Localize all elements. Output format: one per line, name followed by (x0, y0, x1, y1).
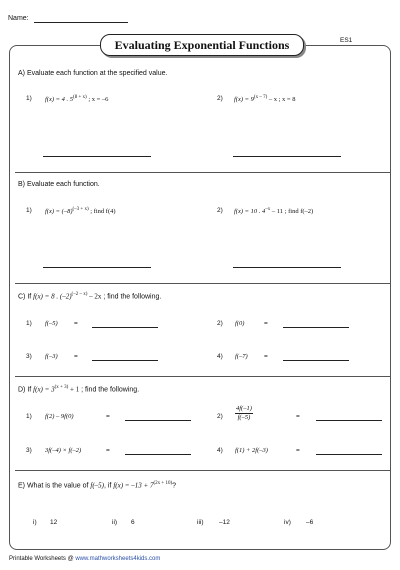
problem-c4-number: 4) (217, 353, 223, 360)
answer-line-d1[interactable] (125, 420, 191, 421)
problem-d1-number: 1) (26, 413, 32, 420)
option-value[interactable]: 12 (50, 519, 58, 526)
problem-c2: f(0) (235, 320, 245, 327)
footer-link[interactable]: www.mathworksheets4kids.com (75, 556, 161, 562)
answer-line-d4[interactable] (316, 454, 382, 455)
option-value[interactable]: 6 (131, 519, 135, 526)
option-label: iii) (197, 519, 204, 526)
equals-sign: = (106, 413, 110, 420)
worksheet-code: ES1 (340, 37, 353, 44)
problem-c2-number: 2) (217, 320, 223, 327)
equals-sign: = (296, 413, 300, 420)
fraction-denominator: f(–5) (237, 414, 251, 421)
answer-line-c4[interactable] (283, 360, 349, 361)
section-e-heading: E) What is the value of f(–5), if $f(x) = -13 + 7^{(2x + 10)}$? (18, 481, 177, 490)
section-d-heading: D) If $f(x) = 3^{(x + 3)} + 1$ ; find the following. (18, 385, 140, 394)
problem-b2: f(x) = 10 . $4^{-x} - 11$ ; find f(–2) (234, 207, 314, 216)
name-field[interactable] (34, 22, 128, 23)
section-divider (15, 470, 390, 471)
option-label: iv) (284, 519, 291, 526)
equals-sign: = (106, 447, 110, 454)
answer-line-a1[interactable] (43, 156, 151, 157)
answer-line-d3[interactable] (125, 454, 191, 455)
problem-c1: f(–5) (45, 320, 58, 327)
equals-sign: = (74, 320, 78, 327)
option-label: i) (33, 519, 37, 526)
answer-line-b2[interactable] (233, 267, 341, 268)
section-a-heading: A) Evaluate each function at the specified value. (18, 70, 168, 77)
problem-c3: f(–3) (45, 353, 58, 360)
worksheet-title: Evaluating Exponential Functions (100, 34, 304, 56)
answer-line-c1[interactable] (92, 327, 158, 328)
problem-d2 (235, 405, 253, 422)
name-label: Name: (8, 15, 29, 22)
answer-line-c3[interactable] (92, 360, 158, 361)
answer-line-b1[interactable] (43, 267, 151, 268)
section-divider (15, 283, 390, 284)
answer-line-c2[interactable] (283, 327, 349, 328)
problem-b2-number: 2) (217, 207, 223, 214)
answer-line-a2[interactable] (233, 156, 341, 157)
fraction-numerator: 4f(–1) (236, 405, 252, 412)
problem-d1: f(2) – 9f(0) (45, 413, 74, 420)
problem-b1-number: 1) (26, 207, 32, 214)
equals-sign: = (74, 353, 78, 360)
answer-line-d2[interactable] (316, 420, 382, 421)
option-label: ii) (112, 519, 118, 526)
problem-c3-number: 3) (26, 353, 32, 360)
section-c-heading: C) If f(x) = 8 . $(-2)^{(-2 - x)} - 2x$ ; find the following. (18, 292, 162, 301)
equals-sign: = (296, 447, 300, 454)
equals-sign: = (264, 353, 268, 360)
problem-a1-number: 1) (26, 95, 32, 102)
problem-a2: $f(x) = 9^{(x - 7)} - x$ ; x = 8 (234, 95, 296, 104)
problem-d4: f(1) + 2f(–3) (235, 447, 268, 454)
problem-d3-number: 3) (26, 447, 32, 454)
problem-d3: 3f(–4) × f(–2) (45, 447, 82, 454)
section-b-heading: B) Evaluate each function. (18, 181, 100, 188)
section-divider (15, 376, 390, 377)
equals-sign: = (264, 320, 268, 327)
problem-c1-number: 1) (26, 320, 32, 327)
option-value[interactable]: –12 (219, 519, 230, 526)
footer (9, 556, 160, 562)
option-value[interactable]: –6 (306, 519, 314, 526)
problem-a2-number: 2) (217, 95, 223, 102)
problem-d4-number: 4) (217, 447, 223, 454)
problem-b1: $f(x) = (-8)^{(-3 + x)}$ ; find f(4) (45, 207, 116, 216)
section-divider (15, 172, 390, 173)
problem-a1: f(x) = 4 . $5^{(8 + x)}$ ; x = –6 (45, 95, 109, 104)
problem-d2-number: 2) (217, 413, 223, 420)
footer-prefix: Printable Worksheets @ (9, 556, 76, 562)
problem-c4: f(–7) (235, 353, 248, 360)
